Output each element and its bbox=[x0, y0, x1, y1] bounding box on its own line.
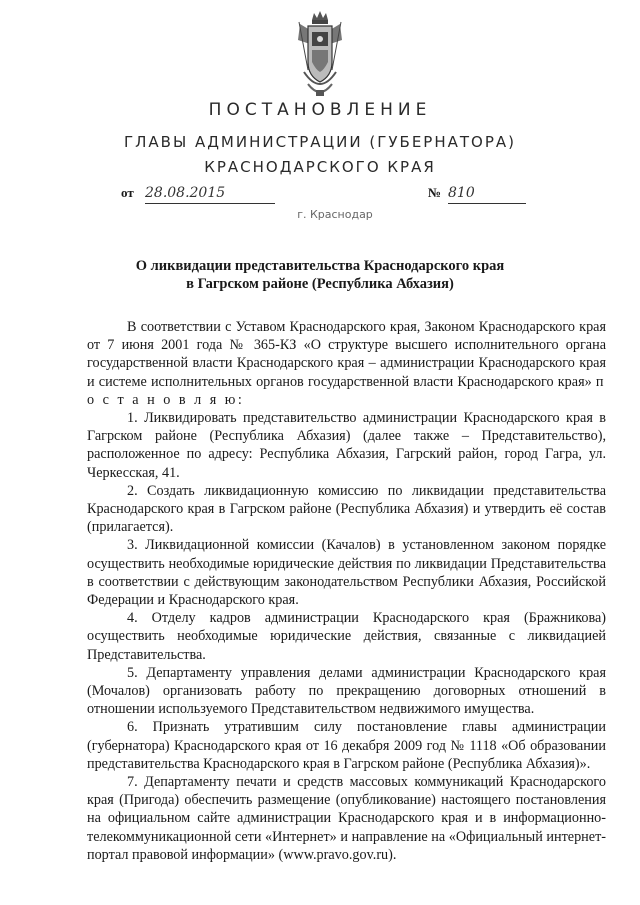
document-body bbox=[87, 318, 606, 864]
list-item: 5. Департаменту управления делами администрации Краснодарского края (Мочалов) организовать работу по прекращению договорных отношений в отношении используемого Представительством недвижимого имущества. bbox=[87, 664, 606, 718]
list-item: 7. Департаменту печати и средств массовых коммуникаций Краснодарского края (Пригода) обеспечить размещение (опубликование) настоящего постановления на официальном сайте администрации Краснодарского края и в информационно-телекоммуникационной сети «Интернет» и направление на «Официальный интернет-портал правовой информации» (www.pravo.gov.ru). bbox=[87, 774, 606, 863]
list-item: 2. Создать ликвидационную комиссию по ликвидации представительства Краснодарского края в Гагрском районе (Республика Абхазия) и утвердить её состав (прилагается). bbox=[87, 482, 606, 536]
preamble-paragraph bbox=[87, 318, 606, 409]
krasnodar-coat-of-arms-icon bbox=[294, 10, 346, 102]
list-item: 3. Ликвидационной комиссии (Качалов) в установленном законом порядке осуществить необходимые юридические действия по ликвидации Представительства в соответствии с действующим законодательством Республики Абхазия, Российской Федерации и Краснодарского края. bbox=[87, 537, 606, 609]
city-line bbox=[0, 208, 640, 221]
list-item: 4. Отделу кадров администрации Краснодарского края (Бражникова) осуществить необходимые юридические действия, связанные с ликвидацией Представительства. bbox=[87, 610, 606, 663]
city-name: г. Краснодар bbox=[297, 208, 373, 221]
issuer-heading-line-2: КРАСНОДАРСКОГО КРАЯ bbox=[204, 158, 436, 176]
date-label: от bbox=[121, 185, 134, 200]
title-line-2: в Гагрском районе (Республика Абхазия) bbox=[186, 276, 454, 292]
issuer-heading-line-1: ГЛАВЫ АДМИНИСТРАЦИИ (ГУБЕРНАТОРА) bbox=[123, 133, 517, 151]
preamble-text: В соответствии с Уставом Краснодарского края, Законом Краснодарского края от 7 июня 2001 года № 365-КЗ «О структуре высшего исполнительного органа государственной власти Краснодарского края – администрации Краснодарского края и системе исполнительных органов государственной власти Краснодарского края» bbox=[87, 319, 606, 390]
list-item: 1. Ликвидировать представительство администрации Краснодарского края в Гагрском районе (Республика Абхазия) (далее также – Представительство), расположенное по адресу: Республика Абхазия, Гагрский район, город Гагра, ул. Черкесская, 41. bbox=[87, 410, 606, 481]
list-item: 6. Признать утратившим силу постановление главы администрации (губернатора) Краснодарского края от 16 декабря 2009 год № 1118 «Об образовании представительства Краснодарского края в Гагрском районе (Республика Абхазия)». bbox=[87, 719, 606, 772]
number-value: 810 bbox=[448, 185, 526, 204]
document-type-heading: ПОСТАНОВЛЕНИЕ bbox=[208, 100, 432, 120]
number-label: № bbox=[428, 185, 442, 200]
title-line-1: О ликвидации представительства Краснодарского края bbox=[135, 258, 505, 274]
decree-word: п о с т а н о в л я ю: bbox=[87, 373, 606, 408]
date-value: 28.08.2015 bbox=[145, 185, 275, 204]
document-title bbox=[0, 257, 640, 293]
